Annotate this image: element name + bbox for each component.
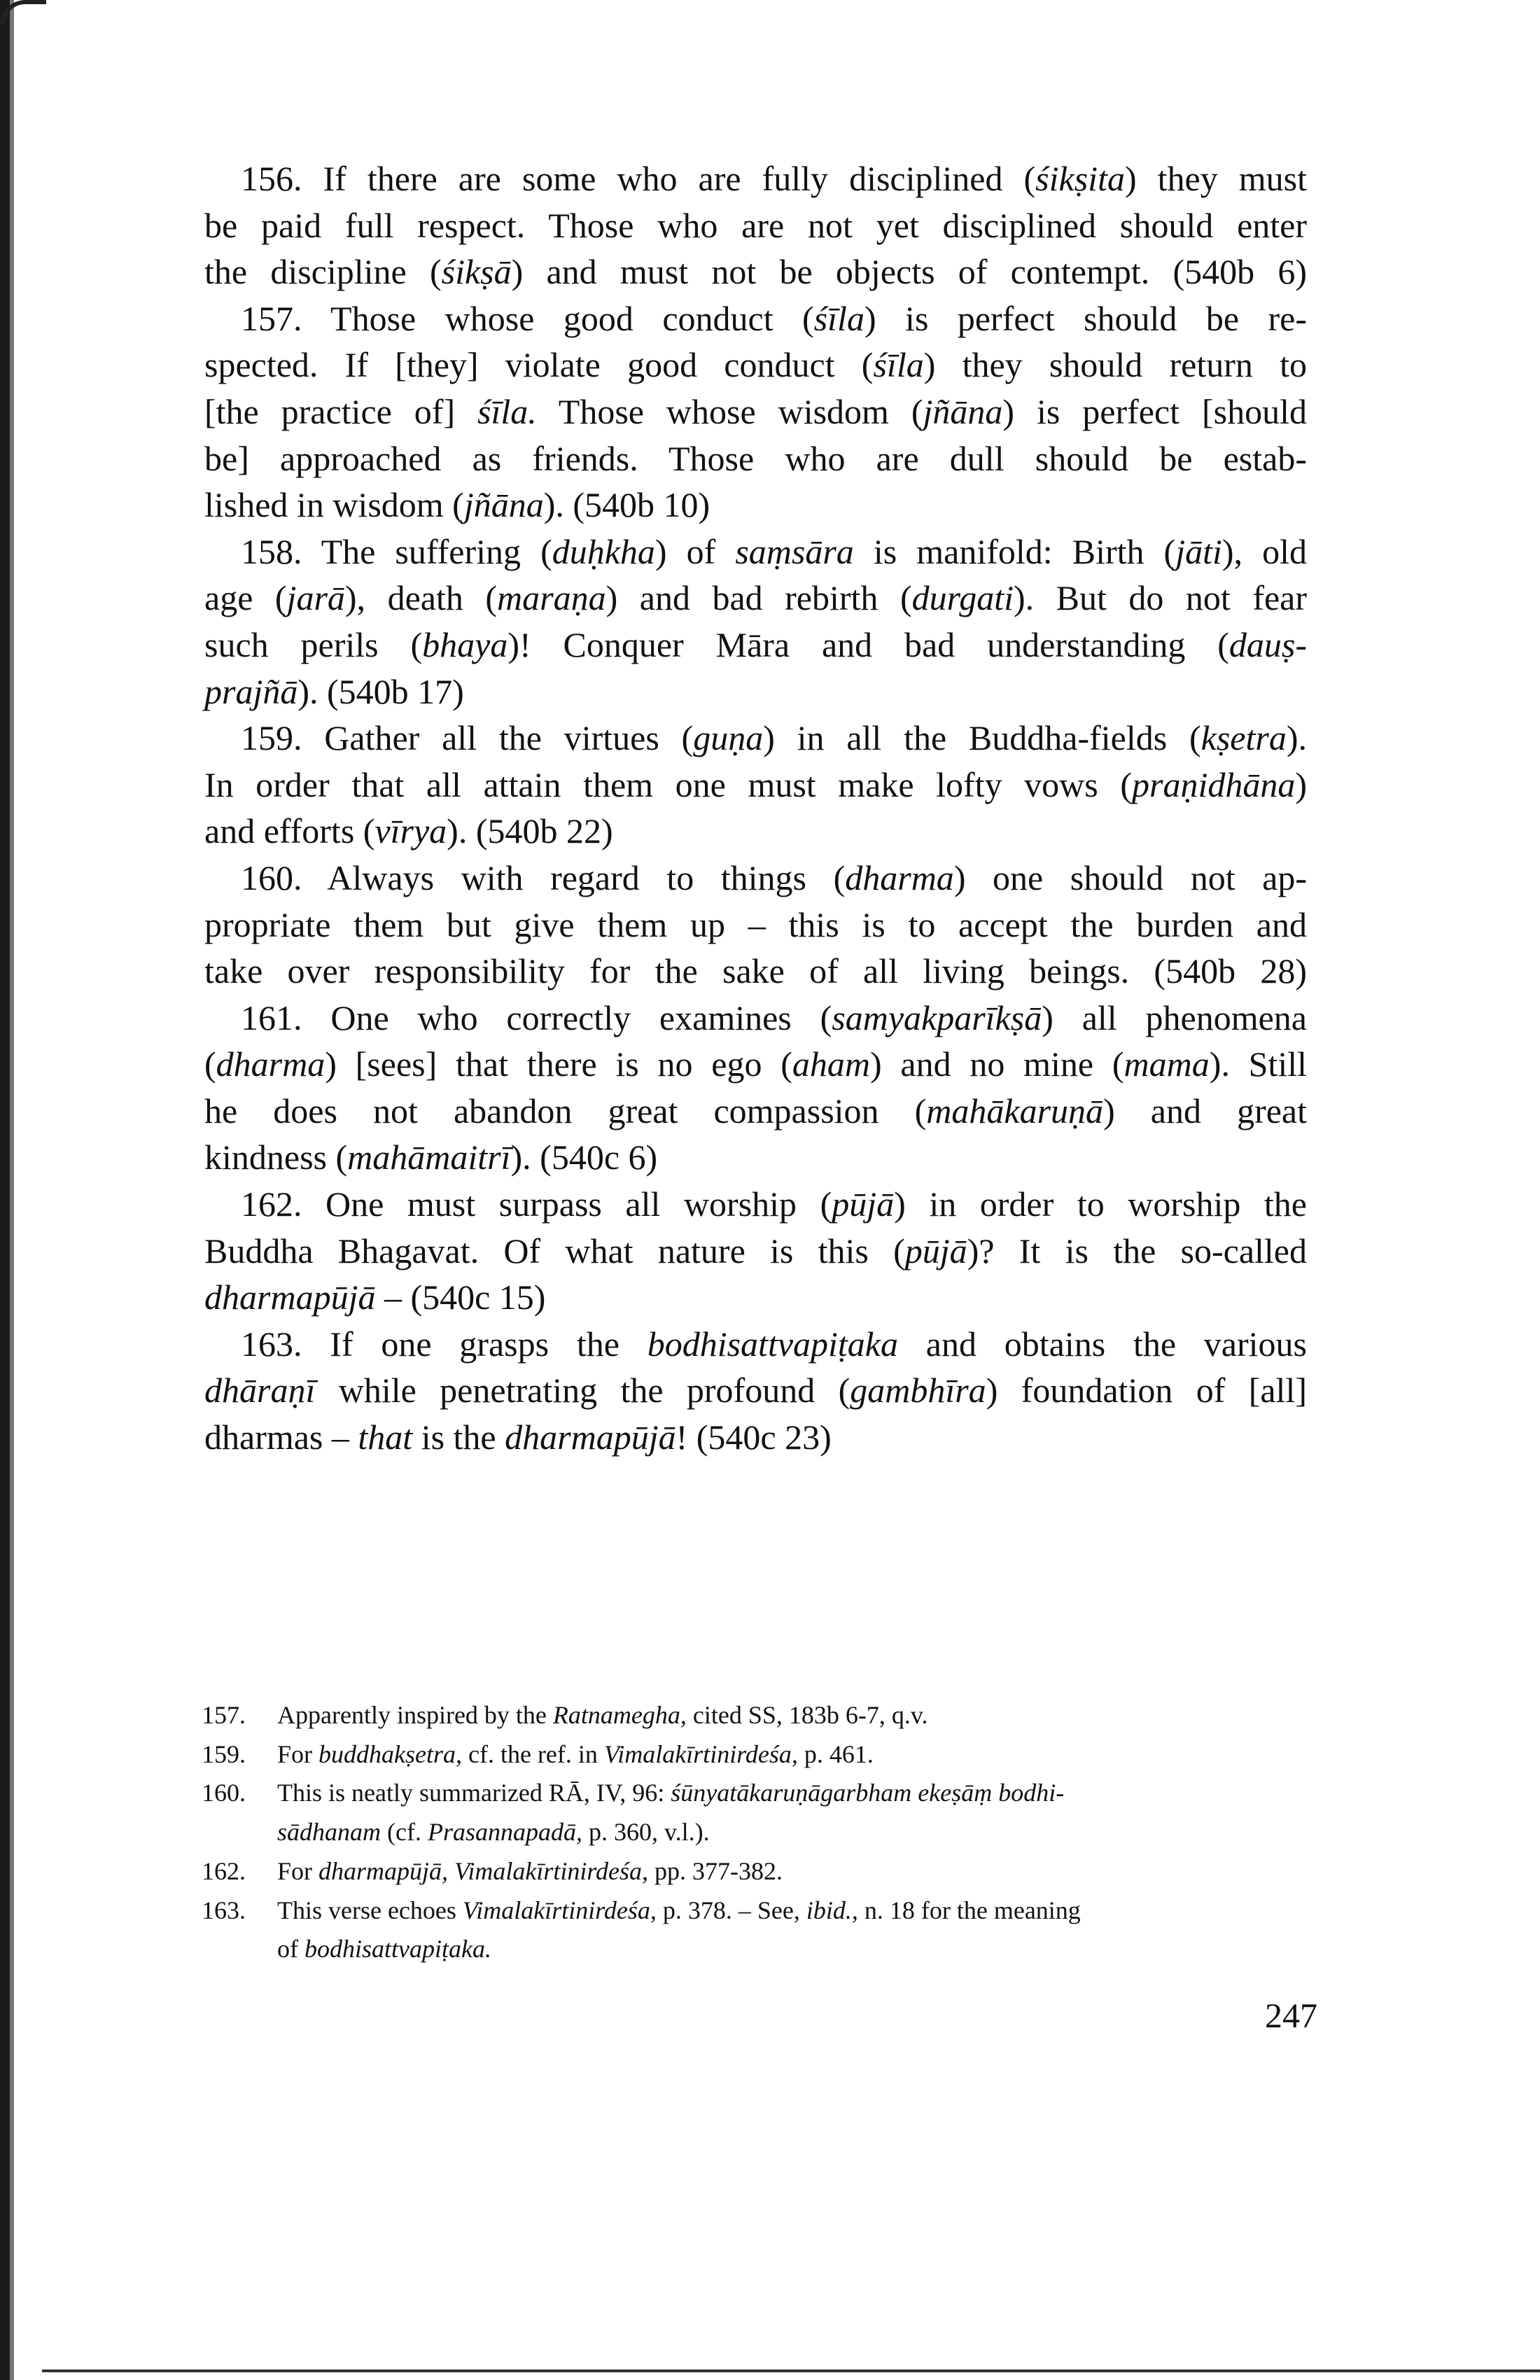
text-segment: Those whose wisdom (	[536, 391, 923, 431]
italic-term: Ratnamegha,	[552, 1701, 687, 1729]
text-segment: ) foundation of [all]	[986, 1371, 1307, 1410]
text-segment: while penetrating the profound (	[315, 1371, 850, 1410]
footnote-number: 162.	[202, 1856, 246, 1885]
text-line	[204, 1367, 1307, 1414]
italic-term: jñāna	[923, 391, 1003, 431]
verse-paragraph	[204, 295, 1307, 528]
text-segment: age (	[204, 578, 287, 618]
italic-term: śikṣā	[441, 252, 512, 292]
footnote-line	[277, 1930, 1320, 1969]
text-segment: In order that all attain them one must make lofty vows (	[204, 764, 1132, 804]
italic-term: Vimalakīrtinirdeśa,	[603, 1740, 798, 1768]
text-segment: ).	[1286, 718, 1307, 758]
text-segment: Buddha Bhagavat. Of what nature is this (	[204, 1231, 905, 1270]
italic-term: dharma	[845, 858, 954, 897]
text-line	[204, 482, 1307, 528]
text-segment: n. 18 for the meaning	[858, 1896, 1081, 1924]
footnote-line	[277, 1852, 1320, 1891]
text-segment: 162. One must surpass all worship (	[241, 1184, 832, 1224]
italic-term: gambhīra	[850, 1371, 986, 1410]
text-segment: kindness (	[204, 1138, 348, 1177]
text-segment: and efforts (	[204, 811, 375, 851]
footnote	[202, 1852, 1320, 1891]
text-line	[204, 948, 1307, 995]
text-segment: ). But do not fear	[1014, 578, 1308, 618]
italic-term: jñāna	[463, 485, 544, 525]
text-line	[204, 902, 1307, 948]
text-segment: ) [sees] that there is no ego (	[325, 1044, 792, 1084]
text-segment: take over responsibility for the sake of all living beings. (540b 28)	[204, 951, 1307, 991]
verse-paragraph	[204, 855, 1307, 995]
verse-paragraph	[204, 995, 1307, 1181]
italic-term: dharmapūjā	[505, 1418, 676, 1457]
text-line	[204, 1041, 1307, 1088]
text-segment: be paid full respect. Those who are not yet disciplined should enter	[204, 205, 1307, 245]
italic-term: pūjā	[832, 1184, 895, 1224]
text-line	[204, 715, 1307, 762]
footnote	[202, 1891, 1320, 1969]
italic-term: dharmapūjā, Vimalakīrtinirdeśa,	[318, 1856, 649, 1885]
text-line	[204, 668, 1307, 715]
text-line	[204, 1274, 1307, 1321]
text-segment: This is neatly summarized RĀ, IV, 96:	[277, 1779, 671, 1807]
page-bottom-edge	[42, 2370, 1540, 2372]
text-segment: p. 461.	[797, 1740, 874, 1768]
text-segment: )	[1295, 764, 1307, 804]
text-segment: )? It is the so-called	[967, 1231, 1307, 1270]
italic-term: bodhisattvapiṭaka.	[304, 1935, 491, 1963]
italic-term: dhāraṇī	[204, 1371, 316, 1410]
footnote-number: 160.	[202, 1779, 246, 1807]
text-segment: ). (540b 10)	[543, 485, 710, 525]
italic-term: samyakparīkṣā	[832, 997, 1042, 1037]
footnote	[202, 1696, 1320, 1735]
text-segment: is manifold: Birth (	[853, 531, 1176, 571]
footnote-number: 159.	[202, 1740, 246, 1768]
text-line	[204, 1181, 1307, 1228]
text-segment: p. 360, v.l.).	[582, 1818, 710, 1847]
italic-term: mahākaruṇā	[926, 1091, 1104, 1130]
italic-term: dharmapūjā	[204, 1278, 376, 1317]
text-segment: spected. If [they] violate good conduct (	[204, 345, 874, 385]
footnote	[202, 1735, 1320, 1774]
text-segment: ) is perfect [should	[1002, 391, 1307, 431]
text-segment: he does not abandon great compassion (	[204, 1091, 927, 1130]
italic-term: jarā	[286, 578, 345, 618]
text-segment: (	[204, 1044, 216, 1084]
text-segment: is the	[412, 1418, 505, 1457]
text-line	[204, 342, 1307, 388]
text-line	[204, 248, 1307, 295]
footnote-line	[277, 1774, 1320, 1813]
italic-term: bhaya	[422, 624, 508, 664]
text-line	[204, 575, 1307, 622]
text-line	[204, 295, 1307, 342]
text-segment: ) is perfect should be re-	[864, 298, 1307, 338]
footnote-line	[277, 1696, 1320, 1735]
italic-term: maraṇa	[497, 578, 606, 618]
italic-term: pūjā	[904, 1231, 967, 1270]
text-line	[204, 388, 1307, 435]
verse-paragraph	[204, 1321, 1307, 1461]
text-segment: For	[277, 1740, 319, 1768]
page-number: 247	[1265, 1996, 1317, 2035]
text-segment: be] approached as friends. Those who are dull should be estab-	[204, 438, 1307, 478]
verse-paragraph	[204, 1181, 1307, 1321]
italic-term: dauṣ-	[1228, 624, 1307, 664]
text-segment: dharmas –	[204, 1418, 358, 1457]
footnote-line	[277, 1735, 1320, 1774]
book-binding-shadow	[10, 0, 14, 2380]
text-segment: This verse echoes	[277, 1896, 463, 1924]
italic-term: guṇa	[693, 718, 764, 758]
text-segment: ) and must not be objects of contempt. (540b 6)	[511, 252, 1307, 292]
text-segment: 163. If one grasps the	[241, 1324, 648, 1364]
text-segment: 157. Those whose good conduct (	[241, 298, 814, 338]
text-segment: p. 378. – See,	[656, 1896, 806, 1924]
text-line	[204, 1321, 1307, 1368]
italic-term: Vimalakīrtinirdeśa,	[462, 1896, 657, 1924]
italic-term: prajñā	[204, 671, 298, 711]
italic-term: śīla	[873, 345, 924, 385]
footnote-line	[277, 1813, 1320, 1852]
text-segment: the discipline (	[204, 252, 442, 292]
footnote-line	[277, 1891, 1320, 1931]
text-line	[204, 808, 1307, 855]
footnote-number: 163.	[202, 1896, 246, 1924]
text-segment: ), old	[1222, 531, 1307, 571]
text-line	[204, 762, 1307, 808]
footnotes	[202, 1696, 1320, 1969]
text-line	[204, 155, 1307, 202]
text-line	[204, 1088, 1307, 1135]
text-segment: such perils (	[204, 624, 423, 664]
italic-term: jāti	[1175, 531, 1222, 571]
italic-term: dharma	[216, 1044, 326, 1084]
text-segment: propriate them but give them up – this is to accept the burden and	[204, 904, 1307, 944]
text-line	[204, 528, 1307, 575]
text-segment: ! (540c 23)	[676, 1418, 832, 1457]
text-line	[204, 435, 1307, 482]
text-segment: For	[277, 1856, 319, 1885]
italic-term: that	[358, 1418, 413, 1457]
text-segment: )! Conquer Māra and bad understanding (	[507, 624, 1229, 664]
text-line	[204, 1414, 1307, 1461]
text-segment: ). (540b 17)	[298, 671, 464, 711]
verse-paragraph	[204, 155, 1307, 295]
text-segment: ) they should return to	[923, 345, 1307, 385]
text-segment: 159. Gather all the virtues (	[241, 718, 694, 758]
text-segment: ). (540c 6)	[510, 1138, 658, 1177]
italic-term: mama	[1124, 1044, 1210, 1084]
text-segment: [the practice of]	[204, 391, 478, 431]
verse-paragraph	[204, 528, 1307, 715]
text-segment: and obtains the various	[898, 1324, 1308, 1364]
text-line	[204, 1134, 1307, 1181]
text-segment: pp. 377-382.	[648, 1856, 783, 1885]
italic-term: śikṣita	[1035, 159, 1125, 198]
text-segment: Apparently inspired by the	[277, 1701, 553, 1729]
text-segment: ) and no mine (	[870, 1044, 1124, 1084]
italic-term: ibid.,	[806, 1896, 858, 1924]
italic-term: durgati	[911, 578, 1014, 618]
italic-term: śūnyatākaruṇāgarbham ekeṣāṃ bodhi-	[671, 1779, 1065, 1807]
italic-term: śīla	[813, 298, 864, 338]
main-text	[204, 155, 1307, 1461]
text-line	[204, 202, 1307, 249]
text-segment: 160. Always with regard to things (	[241, 858, 846, 897]
text-segment: ) one should not ap-	[953, 858, 1307, 897]
italic-term: saṃsāra	[735, 531, 854, 571]
text-segment: ) and bad rebirth (	[606, 578, 912, 618]
text-line	[204, 995, 1307, 1042]
italic-term: aham	[792, 1044, 870, 1084]
text-segment: ). (540b 22)	[447, 811, 613, 851]
italic-term: praṇidhāna	[1131, 764, 1296, 804]
text-line	[204, 855, 1307, 902]
italic-term: duḥkha	[552, 531, 655, 571]
italic-term: buddhakṣetra,	[318, 1740, 462, 1768]
text-segment: ) in all the Buddha-fields (	[763, 718, 1201, 758]
text-segment: ), death (	[344, 578, 498, 618]
text-segment: ) all phenomena	[1042, 997, 1307, 1037]
text-segment: 158. The suffering (	[241, 531, 552, 571]
text-segment: ) they must	[1124, 159, 1307, 198]
text-line	[204, 622, 1307, 668]
text-segment: ) in order to worship the	[894, 1184, 1307, 1224]
text-segment: (cf.	[381, 1818, 428, 1847]
verse-paragraph	[204, 715, 1307, 855]
text-segment: cited SS, 183b 6-7, q.v.	[686, 1701, 928, 1729]
text-segment: ) and great	[1103, 1091, 1307, 1130]
footnote	[202, 1774, 1320, 1851]
book-binding-edge	[0, 0, 10, 2380]
text-segment: cf. the ref. in	[462, 1740, 604, 1768]
text-segment: 161. One who correctly examines (	[241, 997, 832, 1037]
text-line	[204, 1228, 1307, 1275]
italic-term: mahāmaitrī	[347, 1138, 511, 1177]
text-segment: 156. If there are some who are fully disciplined (	[241, 159, 1036, 198]
text-segment: ). Still	[1209, 1044, 1307, 1084]
italic-term: vīrya	[374, 811, 447, 851]
italic-term: Prasannapadā,	[427, 1818, 582, 1847]
footnote-number: 157.	[202, 1701, 246, 1729]
italic-term: kṣetra	[1200, 718, 1287, 758]
italic-term: bodhisattvapiṭaka	[647, 1324, 899, 1364]
italic-term: sādhanam	[277, 1818, 382, 1847]
text-segment: – (540c 15)	[375, 1278, 546, 1317]
text-segment: lished in wisdom (	[204, 485, 464, 525]
text-segment: ) of	[654, 531, 736, 571]
italic-term: śīla.	[477, 391, 537, 431]
text-segment: of	[277, 1935, 304, 1963]
